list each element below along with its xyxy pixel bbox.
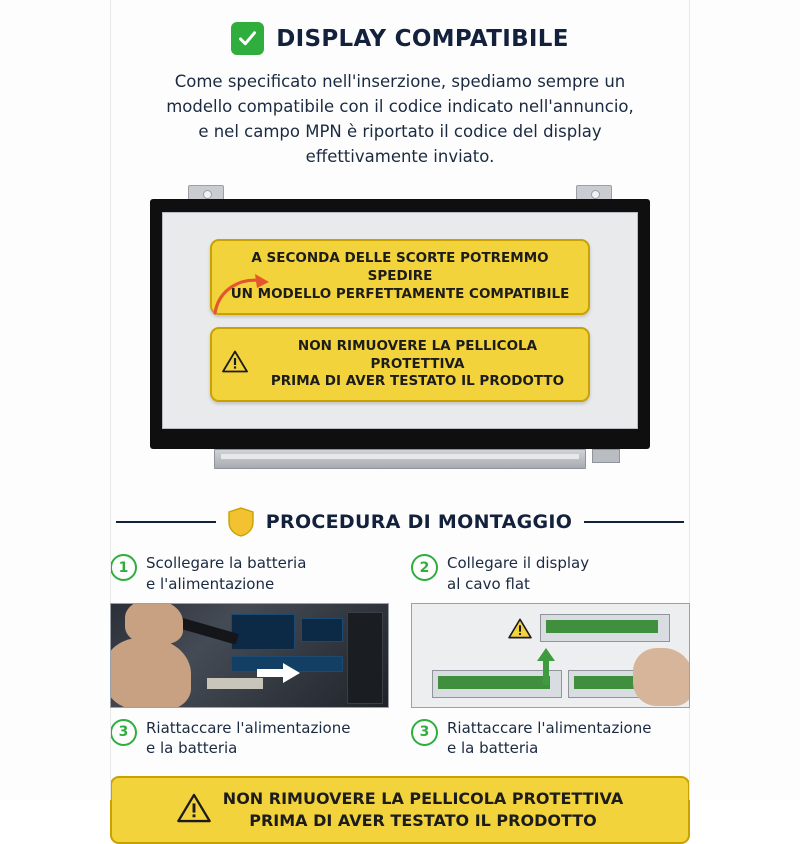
steps-row-bottom — [110, 718, 690, 759]
step-3-right — [411, 718, 690, 759]
intro-line-4: effettivamente inviato. — [305, 147, 495, 167]
callout-film-line-2: PRIMA DI AVER TESTATO IL PRODOTTO — [270, 373, 565, 390]
step-1-line-1: Scollegare la batteria — [146, 554, 307, 573]
heading-rule-left — [116, 521, 216, 523]
step-3-left-line-1: Riattaccare l'alimentazione — [146, 718, 351, 737]
hand — [633, 648, 690, 706]
heading-rule-right — [584, 521, 684, 523]
step-2-header — [411, 553, 690, 594]
callout-stock-line-1: A SECONDA DELLE SCORTE POTREMMO SPEDIRE — [251, 250, 549, 285]
panel-screen — [162, 212, 638, 429]
ribbon-cable — [207, 678, 263, 689]
callout-film — [210, 327, 590, 402]
battery-block — [347, 612, 383, 704]
step-2-line-1: Collegare il display — [447, 554, 590, 573]
hand — [110, 638, 191, 708]
page-title: DISPLAY COMPATIBILE — [276, 25, 569, 52]
step-2-number: 2 — [411, 554, 438, 581]
shield-icon — [228, 507, 254, 537]
step-3-left-text — [146, 718, 350, 759]
panel-bottom-strip — [214, 449, 586, 469]
step-1-line-2: e l'alimentazione — [146, 574, 275, 593]
step-2-image — [411, 603, 690, 708]
step-3-left-header — [110, 718, 389, 759]
panel-bezel — [150, 199, 650, 449]
step-1 — [110, 553, 389, 708]
step-3-right-line-2: e la batteria — [447, 739, 539, 758]
flat-cable-green — [546, 620, 658, 633]
step-3-left-line-2: e la batteria — [146, 739, 238, 758]
step-3-right-line-1: Riattaccare l'alimentazione — [447, 718, 652, 737]
step-2 — [411, 553, 690, 708]
callout-film-line-1: NON RIMUOVERE LA PELLICOLA PROTETTIVA — [297, 337, 538, 372]
step-3-left-number: 3 — [110, 719, 137, 746]
intro-line-2: modello compatibile con il codice indicato nell'annuncio, — [166, 97, 634, 117]
step-1-header — [110, 553, 389, 594]
step-1-number: 1 — [110, 554, 137, 581]
hand — [125, 603, 183, 644]
motherboard-chip — [301, 618, 343, 642]
step-3-left — [110, 718, 389, 759]
curved-arrow-icon — [211, 271, 273, 321]
procedure-heading — [0, 507, 800, 537]
check-badge-icon — [231, 22, 264, 55]
intro-line-3: e nel campo MPN è riportato il codice del display — [198, 122, 602, 142]
steps-row-top — [110, 553, 690, 708]
step-2-line-2: al cavo flat — [447, 574, 530, 593]
motherboard-chip — [231, 614, 295, 650]
callout-film-text — [257, 338, 578, 391]
footer-line-2: PRIMA DI AVER TESTATO IL PRODOTTO — [249, 810, 597, 830]
flat-cable-green — [438, 676, 550, 689]
header — [0, 0, 800, 55]
step-2-text — [447, 553, 589, 594]
step-3-right-number: 3 — [411, 719, 438, 746]
step-1-text — [146, 553, 306, 594]
step-3-right-text — [447, 718, 651, 759]
warning-triangle-icon — [508, 618, 532, 643]
callout-stock-line-2: UN MODELLO PERFETTAMENTE COMPATIBILE — [230, 286, 570, 302]
green-up-arrow-icon — [536, 648, 556, 690]
step-1-image — [110, 603, 389, 708]
warning-triangle-icon — [222, 350, 248, 379]
white-arrow-icon — [257, 662, 301, 688]
footer-warning-text — [223, 788, 623, 831]
warning-triangle-icon — [177, 793, 211, 827]
display-panel-illustration — [150, 185, 650, 485]
intro-line-1: Come specificato nell'inserzione, spediamo sempre un — [174, 72, 626, 91]
procedure-title: PROCEDURA DI MONTAGGIO — [265, 511, 573, 534]
step-3-right-header — [411, 718, 690, 759]
footer-warning-banner — [110, 776, 690, 843]
footer-line-1: NON RIMUOVERE LA PELLICOLA PROTETTIVA — [222, 789, 624, 809]
panel-connector-tab — [592, 449, 620, 463]
intro-paragraph — [100, 69, 700, 169]
